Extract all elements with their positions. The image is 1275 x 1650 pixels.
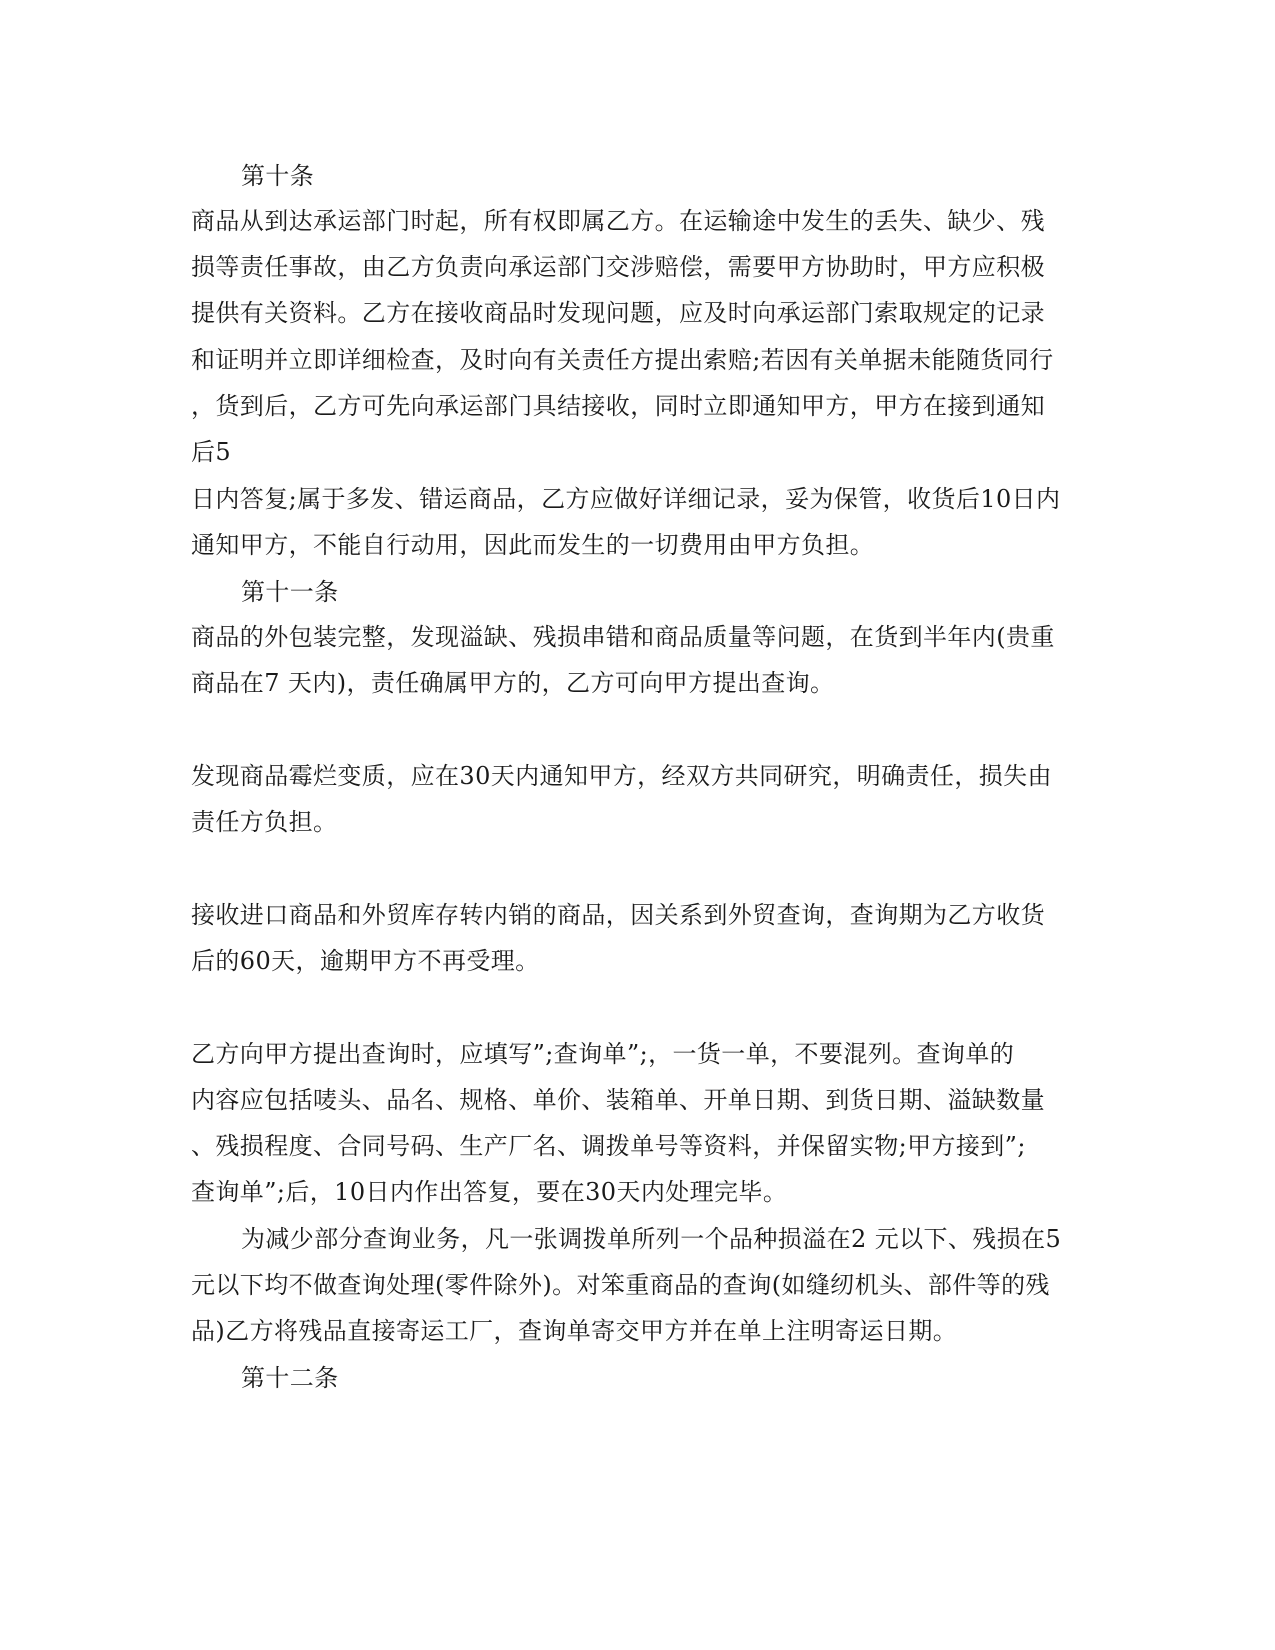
article-11-text-line: 接收进口商品和外贸库存转内销的商品，因关系到外贸查询，查询期为乙方收货: [191, 901, 1045, 929]
article-10-text-line: 损等责任事故，由乙方负责向承运部门交涉赔偿，需要甲方协助时，甲方应积极: [191, 253, 1045, 281]
article-11-text-line: 品)乙方将残品直接寄运工厂，查询单寄交甲方并在单上注明寄运日期。: [191, 1317, 958, 1345]
article-11-text-line: 发现商品霉烂变质，应在30天内通知甲方，经双方共同研究，明确责任，损失由: [191, 762, 1052, 790]
article-11-text-line: 后的60天，逾期甲方不再受理。: [191, 947, 540, 975]
article-10-text-line: 通知甲方，不能自行动用，因此而发生的一切费用由甲方负担。: [191, 531, 875, 559]
article-11-text-line: 乙方向甲方提出查询时，应填写”;查询单”;，一货一单，不要混列。查询单的: [191, 1040, 1015, 1068]
article-11-text-line: 内容应包括唛头、品名、规格、单价、装箱单、开单日期、到货日期、溢缺数量: [191, 1086, 1045, 1114]
article-11-text-line: 、残损程度、合同号码、生产厂名、调拨单号等资料，并保留实物;甲方接到”;: [191, 1132, 1026, 1160]
article-11-text-line: 查询单”;后，10日内作出答复，要在30天内处理完毕。: [191, 1178, 788, 1206]
article-11-text-line: 商品在7 天内)，责任确属甲方的，乙方可向甲方提出查询。: [191, 669, 835, 697]
article-10-text-line: 商品从到达承运部门时起，所有权即属乙方。在运输途中发生的丢失、缺少、残: [191, 207, 1045, 235]
article-10-text-line: 和证明并立即详细检查，及时向有关责任方提出索赔;若因有关单据未能随货同行: [191, 346, 1054, 374]
article-11-text-line: 商品的外包装完整，发现溢缺、残损串错和商品质量等问题，在货到半年内(贵重: [191, 623, 1055, 651]
article-11-text-line: 责任方负担。: [191, 808, 338, 836]
article-10-text-line: ，货到后，乙方可先向承运部门具结接收，同时立即通知甲方，甲方在接到通知: [191, 392, 1045, 420]
article-10-text-line: 提供有关资料。乙方在接收商品时发现问题，应及时向承运部门索取规定的记录: [191, 299, 1045, 327]
article-10-text-line: 日内答复;属于多发、错运商品，乙方应做好详细记录，妥为保管，收货后10日内: [191, 485, 1061, 513]
article-11-text-line: 为减少部分查询业务，凡一张调拨单所列一个品种损溢在2 元以下、残损在5: [241, 1225, 1062, 1253]
article-12-heading: 第十二条: [241, 1364, 339, 1392]
article-11-heading: 第十一条: [241, 578, 339, 606]
article-10-text-line: 后5: [191, 438, 232, 466]
article-10-heading: 第十条: [241, 162, 315, 190]
article-11-text-line: 元以下均不做查询处理(零件除外)。对笨重商品的查询(如缝纫机头、部件等的残: [191, 1271, 1050, 1299]
